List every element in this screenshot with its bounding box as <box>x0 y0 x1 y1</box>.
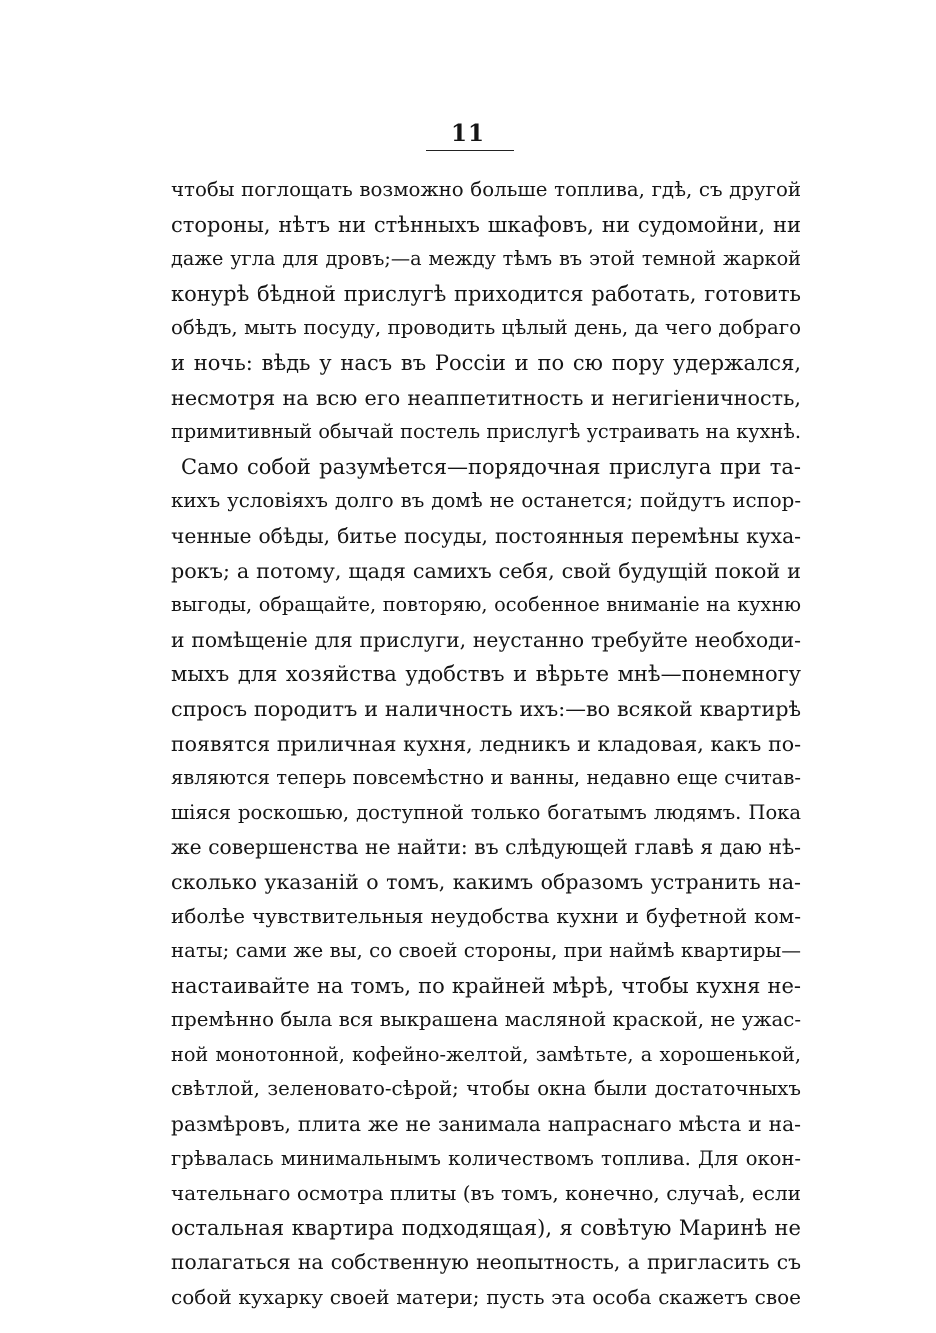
text-line: даже угла для дровъ;—а между тѣмъ въ этой темной жаркой <box>171 247 801 271</box>
page-number: 11 <box>450 120 485 147</box>
text-line: появятся приличная кухня, ледникъ и кладовая, какъ по- <box>171 731 801 756</box>
text-line: стороны, нѣтъ ни стѣнныхъ шкафовъ, ни судомойни, ни <box>171 212 801 237</box>
text-line: являются теперь повсемѣстно и ванны, недавно еще считав- <box>171 766 801 790</box>
header-rule <box>426 150 514 151</box>
text-line: конурѣ бѣдной прислугѣ приходится работать, готовить <box>171 281 801 306</box>
text-line: мыхъ для хозяйства удобствъ и вѣрьте мнѣ—понемногу <box>171 662 801 687</box>
text-line: наты; сами же вы, со своей стороны, при наймѣ квартиры— <box>171 939 801 963</box>
text-line: ченные обѣды, битье посуды, постоянныя перемѣны куха- <box>171 523 801 548</box>
text-line: ной монотонной, кофейно-желтой, замѣтьте, а хорошенькой, <box>171 1042 801 1066</box>
text-line: обѣдъ, мыть посуду, проводить цѣлый день, да чего добраго <box>171 316 801 340</box>
text-line: грѣвалась минимальнымъ количествомъ топлива. Для окон- <box>171 1146 801 1170</box>
text-line: сколько указаній о томъ, какимъ образомъ устранить на- <box>171 869 801 894</box>
text-line: остальная квартира подходящая), я совѣтую Маринѣ не <box>171 1215 801 1240</box>
text-line: премѣнно была вся выкрашена масляной краской, не ужас- <box>171 1008 801 1032</box>
text-line: рокъ; а потому, щадя самихъ себя, свой будущій покой и <box>171 558 801 583</box>
text-line: спросъ породитъ и наличность ихъ:—во всякой квартирѣ <box>171 696 801 721</box>
text-line: иболѣе чувствительныя неудобства кухни и буфетной ком- <box>171 904 801 929</box>
text-line: и помѣщеніе для прислуги, неустанно требуйте необходи- <box>171 627 801 652</box>
text-line: выгоды, обращайте, повторяю, особенное вниманіе на кухню <box>171 593 801 617</box>
text-line: свѣтлой, зеленовато-сѣрой; чтобы окна были достаточныхъ <box>171 1077 801 1101</box>
paragraph-start-line: Само собой разумѣется—порядочная прислуга при та- <box>181 454 801 479</box>
text-line: собой кухарку своей матери; пусть эта особа скажетъ свое <box>171 1285 801 1309</box>
text-line: же совершенства не найти: въ слѣдующей главѣ я даю нѣ- <box>171 835 801 860</box>
text-line: чтобы поглощать возможно больше топлива, гдѣ, съ другой <box>171 178 801 201</box>
text-line: примитивный обычай постель прислугѣ устраивать на кухнѣ. <box>171 420 801 444</box>
text-line: и ночь: вѣдь у насъ въ Россіи и по сю пору удержался, <box>171 350 801 375</box>
text-line: несмотря на всю его неаппетитность и негигіеничность, <box>171 385 801 410</box>
text-line: чательнаго осмотра плиты (въ томъ, конечно, случаѣ, если <box>171 1181 801 1206</box>
text-line: настаивайте на томъ, по крайней мѣрѣ, чтобы кухня не- <box>171 973 801 998</box>
text-line: полагаться на собственную неопытность, а пригласить съ <box>171 1250 801 1275</box>
text-line: кихъ условіяхъ долго въ домѣ не останется; пойдутъ испор- <box>171 489 801 513</box>
text-line: размѣровъ, плита же не занимала напраснаго мѣста и на- <box>171 1112 801 1137</box>
body-text <box>171 173 801 1315</box>
text-line: шіяся роскошью, доступной только богатымъ людямъ. Пока <box>171 800 801 824</box>
